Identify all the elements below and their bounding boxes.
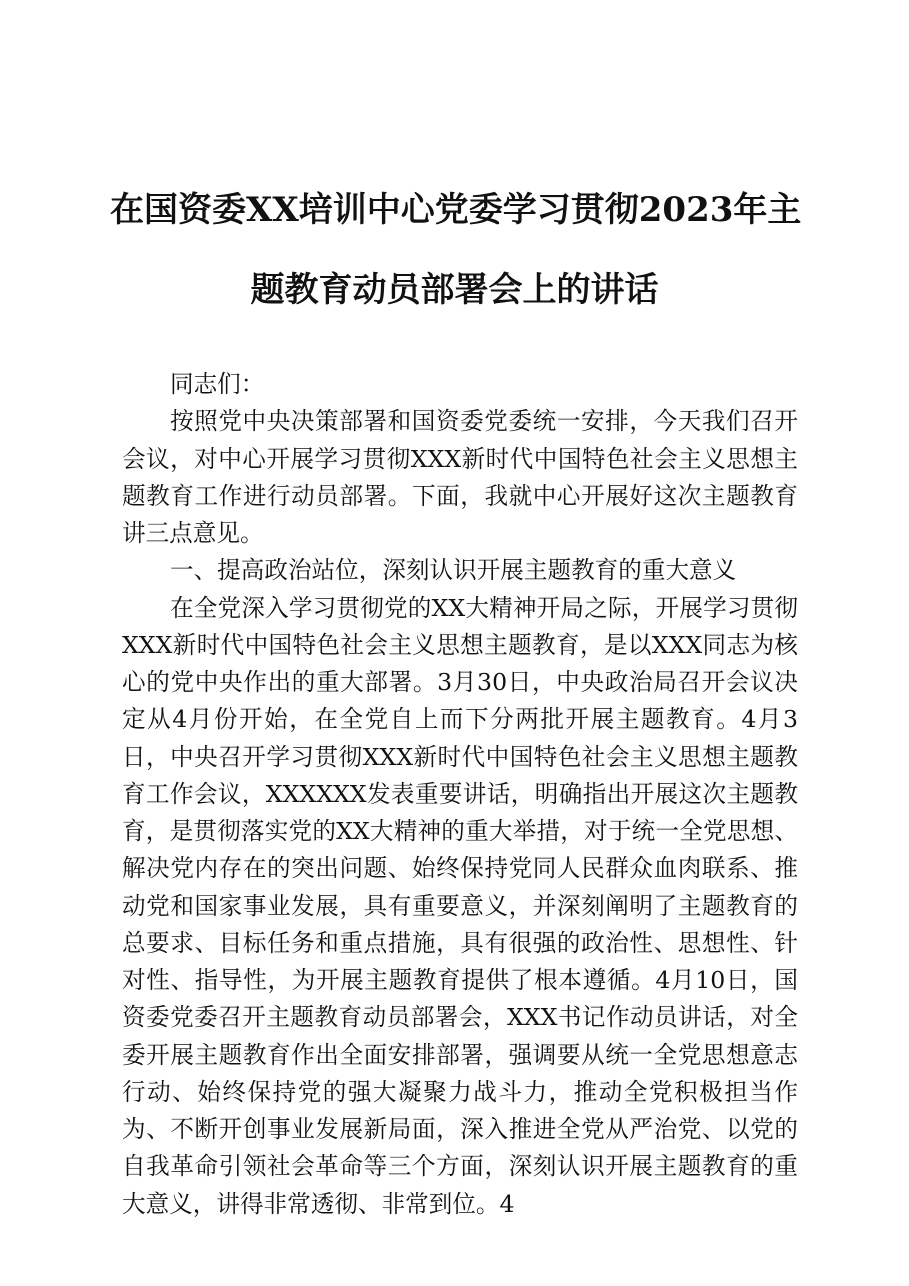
body-paragraph: 在全党深入学习贯彻党的XX大精神开局之际，开展学习贯彻XXX新时代中国特色社会主义思想主题教育，是以XXX同志为核心的党中央作出的重大部署。3月30日，中央政治局召开会议决定从4月份开始，在全党自上而下分两批开展主题教育。4月3日，中央召开学习贯彻XXX新时代中国特色社会主义思想主题教育工作会议，XXXXXX发表重要讲话，明确指出开展这次主题教育，是贯彻落实党的XX大精神的重大举措，对于统一全党思想、解决党内存在的突出问题、始终保持党同人民群众血肉联系、推动党和国家事业发展，具有重要意义，并深刻阐明了主题教育的总要求、目标任务和重点措施，具有很强的政治性、思想性、针对性、指导性，为开展主题教育提供了根本遵循。4月10日，国资委党委召开主题教育动员部署会，XXX书记作动员讲话，对全委开展主题教育作出全面安排部署，强调要从统一全党思想意志行动、始终保持党的强大凝聚力战斗力，推动全党积极担当作为、不断开创事业发展新局面，深入推进全党从严治党、以党的自我革命引领社会革命等三个方面，深刻认识开展主题教育的重大意义，讲得非常透彻、非常到位。4 <box>122 593 798 1218</box>
intro-paragraph: 按照党中央决策部署和国资委党委统一安排，今天我们召开会议，对中心开展学习贯彻XXX新时代中国特色社会主义思想主题教育工作进行动员部署。下面，我就中心开展好这次主题教育讲三点意见。 <box>122 407 798 547</box>
salutation: 同志们： <box>170 370 265 398</box>
document-title <box>110 170 802 330</box>
title-line-1: 在国资委XX培训中心党委学习贯彻2023年主 <box>110 190 802 230</box>
section-heading-1: 一、提高政治站位，深刻认识开展主题教育的重大意义 <box>170 556 737 585</box>
document-body <box>122 366 798 1223</box>
title-line-2: 题教育动员部署会上的讲话 <box>250 270 659 310</box>
